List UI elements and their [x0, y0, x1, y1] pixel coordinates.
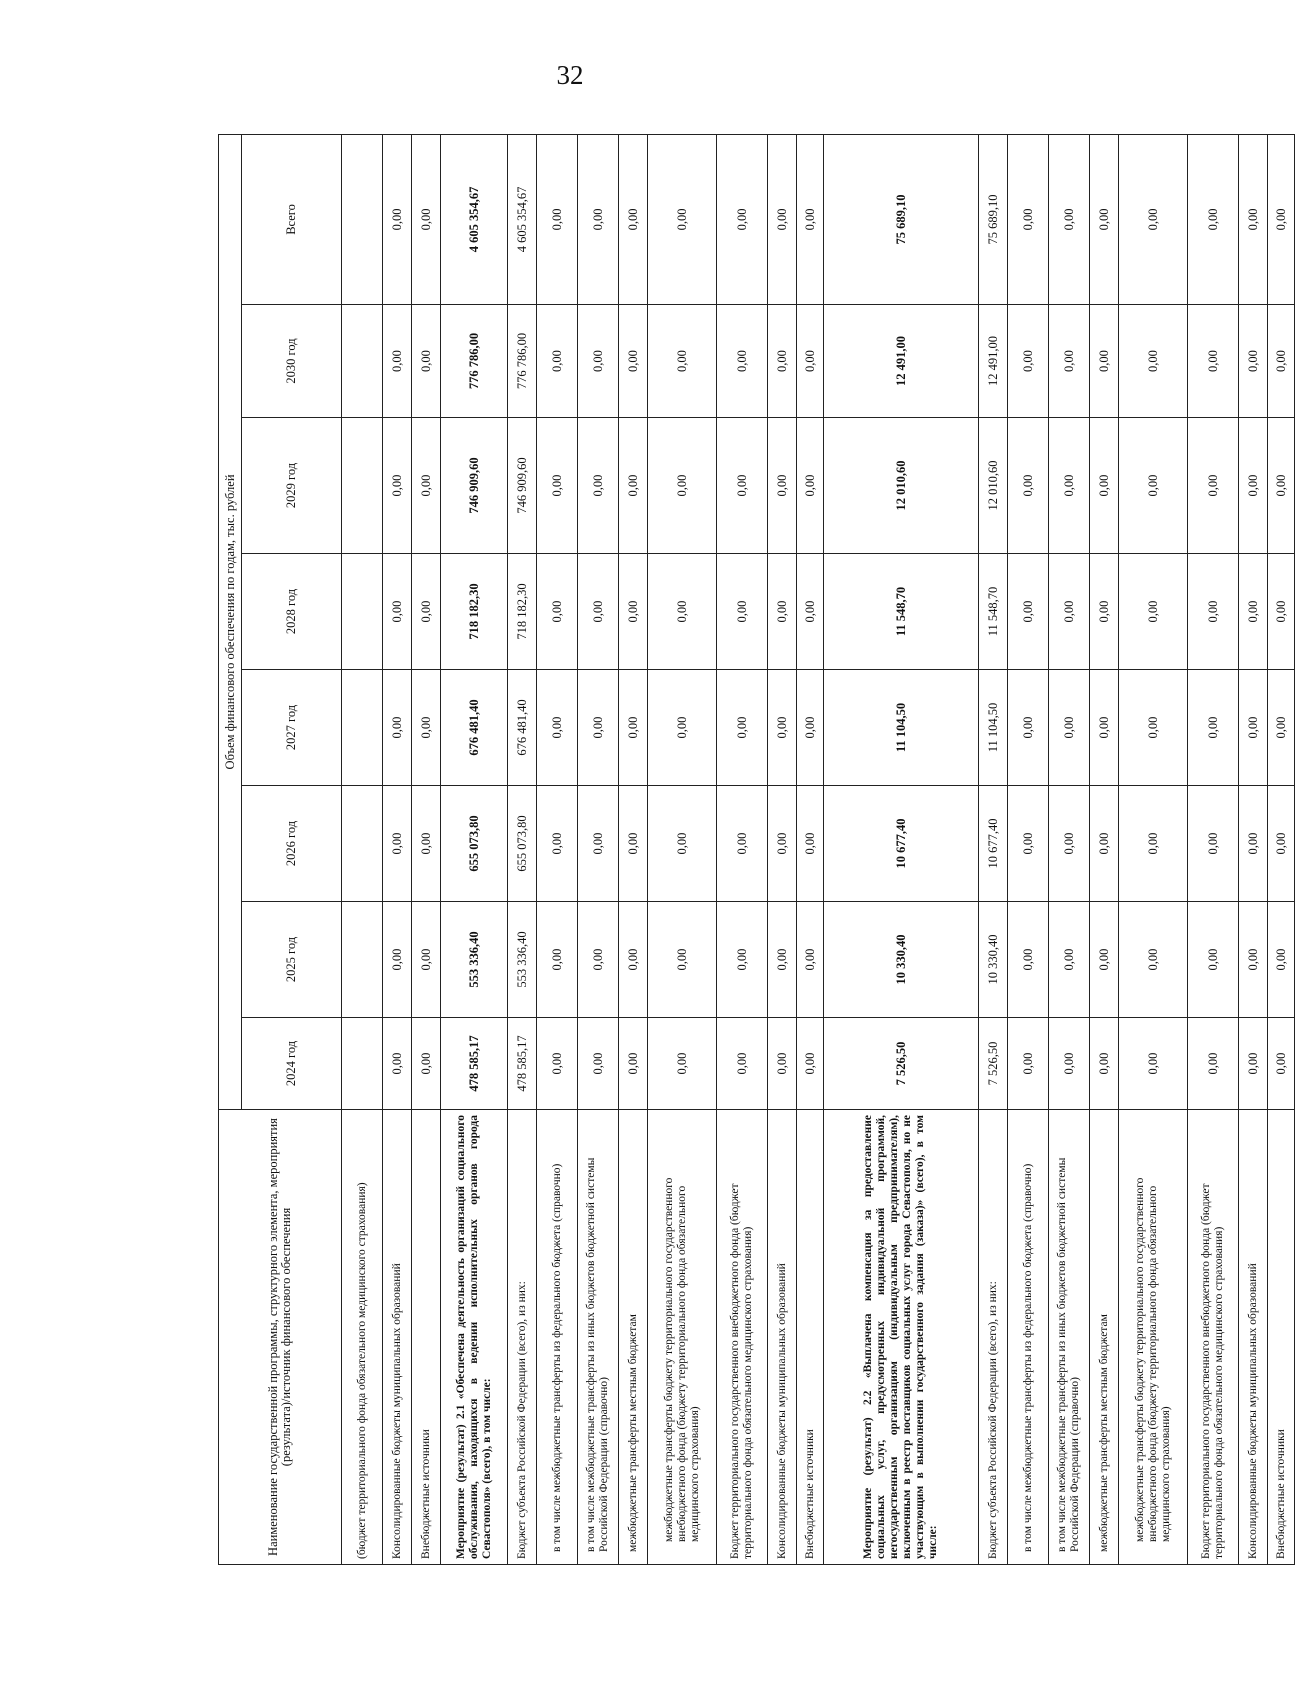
table-row [1119, 134, 1188, 1564]
year-header: 2029 год [242, 418, 342, 554]
value-cell: 0,00 [1090, 786, 1119, 902]
value-cell: 0,00 [619, 418, 648, 554]
value-cell: 0,00 [1049, 418, 1090, 554]
value-cell: 0,00 [619, 554, 648, 670]
value-cell [342, 670, 383, 786]
value-cell: 0,00 [537, 554, 578, 670]
value-cell: 0,00 [1008, 902, 1049, 1018]
value-cell [342, 305, 383, 418]
value-cell: 553 336,40 [508, 902, 537, 1018]
value-cell: 0,00 [1090, 554, 1119, 670]
value-cell: 0,00 [1119, 305, 1188, 418]
value-cell: 0,00 [619, 902, 648, 1018]
value-cell: 0,00 [797, 786, 824, 902]
value-cell: 0,00 [648, 305, 717, 418]
value-cell: 0,00 [717, 902, 768, 1018]
value-cell: 0,00 [1049, 554, 1090, 670]
value-cell: 0,00 [717, 418, 768, 554]
total-cell: 0,00 [1049, 134, 1090, 304]
value-cell: 0,00 [1119, 554, 1188, 670]
value-cell: 0,00 [1239, 305, 1268, 418]
row-label: в том числе межбюджетные трансферты из федерального бюджета (справочно) [537, 1110, 578, 1565]
value-cell: 0,00 [412, 902, 441, 1018]
value-cell: 0,00 [1119, 902, 1188, 1018]
value-cell: 746 909,60 [508, 418, 537, 554]
value-cell: 0,00 [1268, 554, 1295, 670]
value-cell: 0,00 [383, 786, 412, 902]
value-cell: 0,00 [1268, 670, 1295, 786]
table-row [383, 134, 412, 1564]
value-cell: 0,00 [1239, 1018, 1268, 1110]
total-cell: 0,00 [1239, 134, 1268, 304]
value-cell: 0,00 [1188, 418, 1239, 554]
value-cell: 0,00 [537, 418, 578, 554]
value-cell: 11 104,50 [824, 670, 979, 786]
total-cell: 0,00 [648, 134, 717, 304]
value-cell [342, 418, 383, 554]
table-row [824, 134, 979, 1564]
value-cell: 0,00 [1188, 1018, 1239, 1110]
total-cell: 0,00 [537, 134, 578, 304]
row-label: Бюджет территориального государственного внебюджетного фонда (бюджет территориального фонда обязательного медицинского страхования) [1188, 1110, 1239, 1565]
total-cell: 0,00 [1119, 134, 1188, 304]
value-cell: 0,00 [537, 786, 578, 902]
value-cell: 0,00 [619, 305, 648, 418]
total-cell: 0,00 [578, 134, 619, 304]
row-label: межбюджетные трансферты местным бюджетам [619, 1110, 648, 1565]
value-cell: 0,00 [412, 1018, 441, 1110]
value-cell: 0,00 [797, 305, 824, 418]
total-cell [342, 134, 383, 304]
total-cell: 75 689,10 [824, 134, 979, 304]
value-cell: 0,00 [578, 902, 619, 1018]
value-cell: 655 073,80 [508, 786, 537, 902]
table-row [717, 134, 768, 1564]
value-cell: 0,00 [1090, 902, 1119, 1018]
table-row [619, 134, 648, 1564]
value-cell: 0,00 [1239, 670, 1268, 786]
value-cell: 0,00 [717, 305, 768, 418]
value-cell: 0,00 [768, 670, 797, 786]
total-cell: 0,00 [1090, 134, 1119, 304]
value-cell: 10 330,40 [824, 902, 979, 1018]
value-cell: 0,00 [1188, 670, 1239, 786]
table-row [441, 134, 508, 1564]
value-cell: 0,00 [1268, 902, 1295, 1018]
value-cell: 0,00 [1090, 305, 1119, 418]
value-cell: 0,00 [768, 902, 797, 1018]
value-cell: 478 585,17 [441, 1018, 508, 1110]
value-cell: 0,00 [1049, 305, 1090, 418]
value-cell: 0,00 [768, 1018, 797, 1110]
value-cell: 10 677,40 [979, 786, 1008, 902]
table-row [1268, 134, 1295, 1564]
row-label: Бюджет субъекта Российской Федерации (всего), из них: [508, 1110, 537, 1565]
value-cell: 0,00 [578, 1018, 619, 1110]
value-cell: 0,00 [1008, 418, 1049, 554]
value-cell: 0,00 [619, 786, 648, 902]
value-cell: 0,00 [383, 670, 412, 786]
total-cell: 0,00 [412, 134, 441, 304]
table-row [768, 134, 797, 1564]
value-cell: 0,00 [383, 1018, 412, 1110]
value-cell: 0,00 [1239, 418, 1268, 554]
total-cell: 0,00 [1008, 134, 1049, 304]
value-cell: 0,00 [1188, 902, 1239, 1018]
total-cell: 4 605 354,67 [508, 134, 537, 304]
value-cell: 7 526,50 [979, 1018, 1008, 1110]
value-cell: 0,00 [1188, 305, 1239, 418]
value-cell: 0,00 [648, 786, 717, 902]
row-label: межбюджетные трансферты местным бюджетам [1090, 1110, 1119, 1565]
value-cell: 0,00 [537, 670, 578, 786]
row-label: Консолидированные бюджеты муниципальных образований [1239, 1110, 1268, 1565]
table-row [1090, 134, 1119, 1564]
row-label: Внебюджетные источники [412, 1110, 441, 1565]
value-cell: 0,00 [412, 305, 441, 418]
financing-table [218, 134, 1295, 1565]
value-cell: 0,00 [648, 670, 717, 786]
value-cell: 0,00 [1188, 554, 1239, 670]
value-cell: 0,00 [648, 1018, 717, 1110]
value-cell: 0,00 [1008, 1018, 1049, 1110]
total-cell: 0,00 [768, 134, 797, 304]
value-cell: 478 585,17 [508, 1018, 537, 1110]
value-cell: 0,00 [1119, 1018, 1188, 1110]
total-cell: 0,00 [1268, 134, 1295, 304]
value-cell: 0,00 [1049, 670, 1090, 786]
value-cell: 0,00 [797, 554, 824, 670]
table-row [979, 134, 1008, 1564]
volume-group-header: Объем финансового обеспечения по годам, тыс. рублей [219, 134, 242, 1109]
row-label: межбюджетные трансферты бюджету территориального государственного внебюджетного фонда (бюджету территориального фонда обязательного медицинского страхования) [1119, 1110, 1188, 1565]
table-row [648, 134, 717, 1564]
row-label: Бюджет территориального государственного внебюджетного фонда (бюджет территориального фонда обязательного медицинского страхования) [717, 1110, 768, 1565]
row-label: в том числе межбюджетные трансферты из иных бюджетов бюджетной системы Российской Федерации (справочно) [1049, 1110, 1090, 1565]
value-cell: 10 330,40 [979, 902, 1008, 1018]
row-label: Внебюджетные источники [797, 1110, 824, 1565]
value-cell: 0,00 [537, 1018, 578, 1110]
value-cell: 0,00 [619, 670, 648, 786]
row-label: (бюджет территориального фонда обязательного медицинского страхования) [342, 1110, 383, 1565]
value-cell: 655 073,80 [441, 786, 508, 902]
value-cell: 0,00 [412, 418, 441, 554]
row-label: Консолидированные бюджеты муниципальных образований [768, 1110, 797, 1565]
value-cell: 0,00 [797, 902, 824, 1018]
total-cell: 75 689,10 [979, 134, 1008, 304]
table-row [1188, 134, 1239, 1564]
total-cell: 0,00 [619, 134, 648, 304]
value-cell: 0,00 [1119, 670, 1188, 786]
year-header: 2027 год [242, 670, 342, 786]
value-cell: 0,00 [1239, 786, 1268, 902]
value-cell: 0,00 [797, 418, 824, 554]
value-cell: 0,00 [717, 1018, 768, 1110]
value-cell: 10 677,40 [824, 786, 979, 902]
year-header: 2030 год [242, 305, 342, 418]
value-cell: 0,00 [768, 786, 797, 902]
row-label: Мероприятие (результат) 2.2 «Выплачена компенсация за предоставление социальных услуг, предусмотренных индивидуальной программой, негосударственным организациям (индивидуальным предпринимателям), включенным в реестр поставщиков социальных услуг города Севастополя, но не участвующим в выполнении государственного задания (заказа)» (всего), в том числе: [824, 1110, 979, 1565]
value-cell: 718 182,30 [508, 554, 537, 670]
row-label: Бюджет субъекта Российской Федерации (всего), из них: [979, 1110, 1008, 1565]
value-cell: 0,00 [383, 554, 412, 670]
value-cell: 0,00 [383, 305, 412, 418]
value-cell: 0,00 [383, 902, 412, 1018]
value-cell: 12 491,00 [979, 305, 1008, 418]
value-cell: 0,00 [648, 902, 717, 1018]
value-cell: 12 491,00 [824, 305, 979, 418]
total-cell: 0,00 [717, 134, 768, 304]
value-cell: 0,00 [1239, 554, 1268, 670]
value-cell: 11 104,50 [979, 670, 1008, 786]
row-label: межбюджетные трансферты бюджету территориального государственного внебюджетного фонда (бюджету территориального фонда обязательного медицинского страхования) [648, 1110, 717, 1565]
row-label: в том числе межбюджетные трансферты из федерального бюджета (справочно) [1008, 1110, 1049, 1565]
value-cell: 12 010,60 [824, 418, 979, 554]
value-cell: 0,00 [578, 554, 619, 670]
table-row [342, 134, 383, 1564]
value-cell: 0,00 [1239, 902, 1268, 1018]
value-cell: 0,00 [383, 418, 412, 554]
value-cell: 0,00 [412, 786, 441, 902]
total-cell: 0,00 [1188, 134, 1239, 304]
table-row [508, 134, 537, 1564]
value-cell: 0,00 [1090, 670, 1119, 786]
value-cell: 0,00 [537, 902, 578, 1018]
table-row [412, 134, 441, 1564]
value-cell: 0,00 [1268, 305, 1295, 418]
value-cell: 0,00 [578, 670, 619, 786]
value-cell [342, 902, 383, 1018]
year-header: 2026 год [242, 786, 342, 902]
value-cell: 0,00 [1008, 786, 1049, 902]
value-cell: 718 182,30 [441, 554, 508, 670]
value-cell [342, 786, 383, 902]
header-row-1 [219, 134, 242, 1564]
page-number: 32 [556, 60, 584, 90]
value-cell [342, 1018, 383, 1110]
value-cell: 0,00 [537, 305, 578, 418]
total-header: Всего [242, 134, 342, 304]
table-row [797, 134, 824, 1564]
value-cell: 0,00 [619, 1018, 648, 1110]
value-cell: 0,00 [578, 418, 619, 554]
value-cell: 746 909,60 [441, 418, 508, 554]
value-cell: 0,00 [768, 305, 797, 418]
table-row [537, 134, 578, 1564]
total-cell: 0,00 [797, 134, 824, 304]
value-cell: 0,00 [1049, 902, 1090, 1018]
value-cell: 0,00 [1008, 670, 1049, 786]
value-cell: 0,00 [1268, 418, 1295, 554]
value-cell: 0,00 [578, 786, 619, 902]
value-cell: 0,00 [1008, 305, 1049, 418]
table-row [1239, 134, 1268, 1564]
year-header: 2028 год [242, 554, 342, 670]
total-cell: 0,00 [383, 134, 412, 304]
value-cell: 0,00 [768, 418, 797, 554]
table-body [342, 134, 1295, 1564]
value-cell: 0,00 [717, 554, 768, 670]
value-cell: 12 010,60 [979, 418, 1008, 554]
name-column-header: Наименование государственной программы, структурного элемента, мероприятия (результата)/источник финансового обеспечения [219, 1110, 342, 1565]
row-label: Внебюджетные источники [1268, 1110, 1295, 1565]
value-cell: 776 786,00 [508, 305, 537, 418]
value-cell: 11 548,70 [979, 554, 1008, 670]
value-cell: 0,00 [797, 670, 824, 786]
table-row [1049, 134, 1090, 1564]
value-cell: 0,00 [1090, 418, 1119, 554]
total-cell: 4 605 354,67 [441, 134, 508, 304]
row-label: Консолидированные бюджеты муниципальных образований [383, 1110, 412, 1565]
value-cell: 0,00 [1049, 786, 1090, 902]
table-row [1008, 134, 1049, 1564]
value-cell: 0,00 [768, 554, 797, 670]
value-cell: 676 481,40 [441, 670, 508, 786]
value-cell [342, 554, 383, 670]
row-label: Мероприятие (результат) 2.1 «Обеспечена деятельность организаций социального обслуживания, находящихся в ведении исполнительных органов города Севастополя» (всего), в том числе: [441, 1110, 508, 1565]
year-header: 2024 год [242, 1018, 342, 1110]
value-cell: 0,00 [1119, 418, 1188, 554]
value-cell: 0,00 [1049, 1018, 1090, 1110]
value-cell: 553 336,40 [441, 902, 508, 1018]
row-label: в том числе межбюджетные трансферты из иных бюджетов бюджетной системы Российской Федерации (справочно) [578, 1110, 619, 1565]
value-cell: 7 526,50 [824, 1018, 979, 1110]
value-cell: 11 548,70 [824, 554, 979, 670]
value-cell: 776 786,00 [441, 305, 508, 418]
value-cell: 0,00 [412, 670, 441, 786]
value-cell: 0,00 [1188, 786, 1239, 902]
value-cell: 0,00 [1090, 1018, 1119, 1110]
value-cell: 0,00 [1119, 786, 1188, 902]
value-cell: 0,00 [648, 554, 717, 670]
table-row [578, 134, 619, 1564]
value-cell: 0,00 [1268, 786, 1295, 902]
value-cell: 0,00 [412, 554, 441, 670]
value-cell: 676 481,40 [508, 670, 537, 786]
value-cell: 0,00 [797, 1018, 824, 1110]
value-cell: 0,00 [1008, 554, 1049, 670]
value-cell: 0,00 [1268, 1018, 1295, 1110]
value-cell: 0,00 [717, 786, 768, 902]
year-header: 2025 год [242, 902, 342, 1018]
value-cell: 0,00 [578, 305, 619, 418]
rotated-table-wrapper [218, 135, 1288, 1565]
value-cell: 0,00 [717, 670, 768, 786]
value-cell: 0,00 [648, 418, 717, 554]
